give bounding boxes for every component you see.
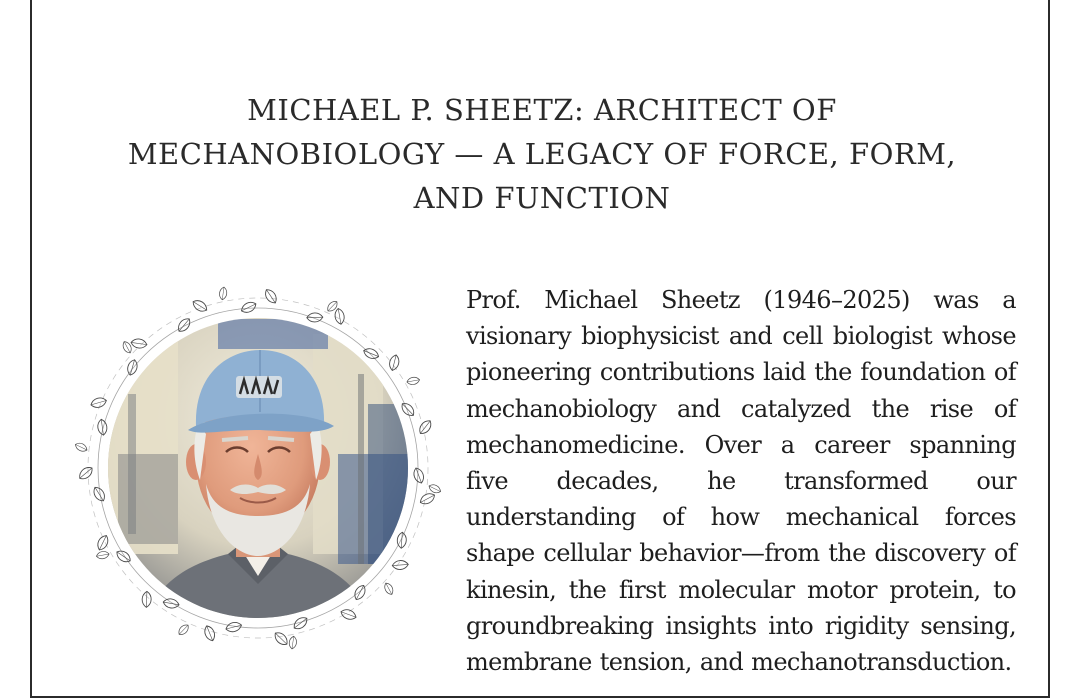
- document-page: [30, 0, 1050, 698]
- bio-paragraph: Prof. Michael Sheetz (1946–2025) was a visionary biophysicist and cell biologist whose pioneering contributions laid the foundation of mechanobiology and catalyzed the rise of mechanomedicine. Over a career spanning five decades, he transformed our understanding of how mechanical forces shape cellular behavior—from the discovery of kinesin, the first molecular motor protein, to groundbreaking insights into rigidity sensing, membrane tension, and mechanotransduction.: [466, 286, 1016, 677]
- portrait-with-wreath: [68, 284, 448, 650]
- page-title: MICHAEL P. SHEETZ: ARCHITECT OF MECHANOBIOLOGY — A LEGACY OF FORCE, FORM, AND FUNCTION: [127, 93, 957, 215]
- portrait-photo: [98, 304, 418, 644]
